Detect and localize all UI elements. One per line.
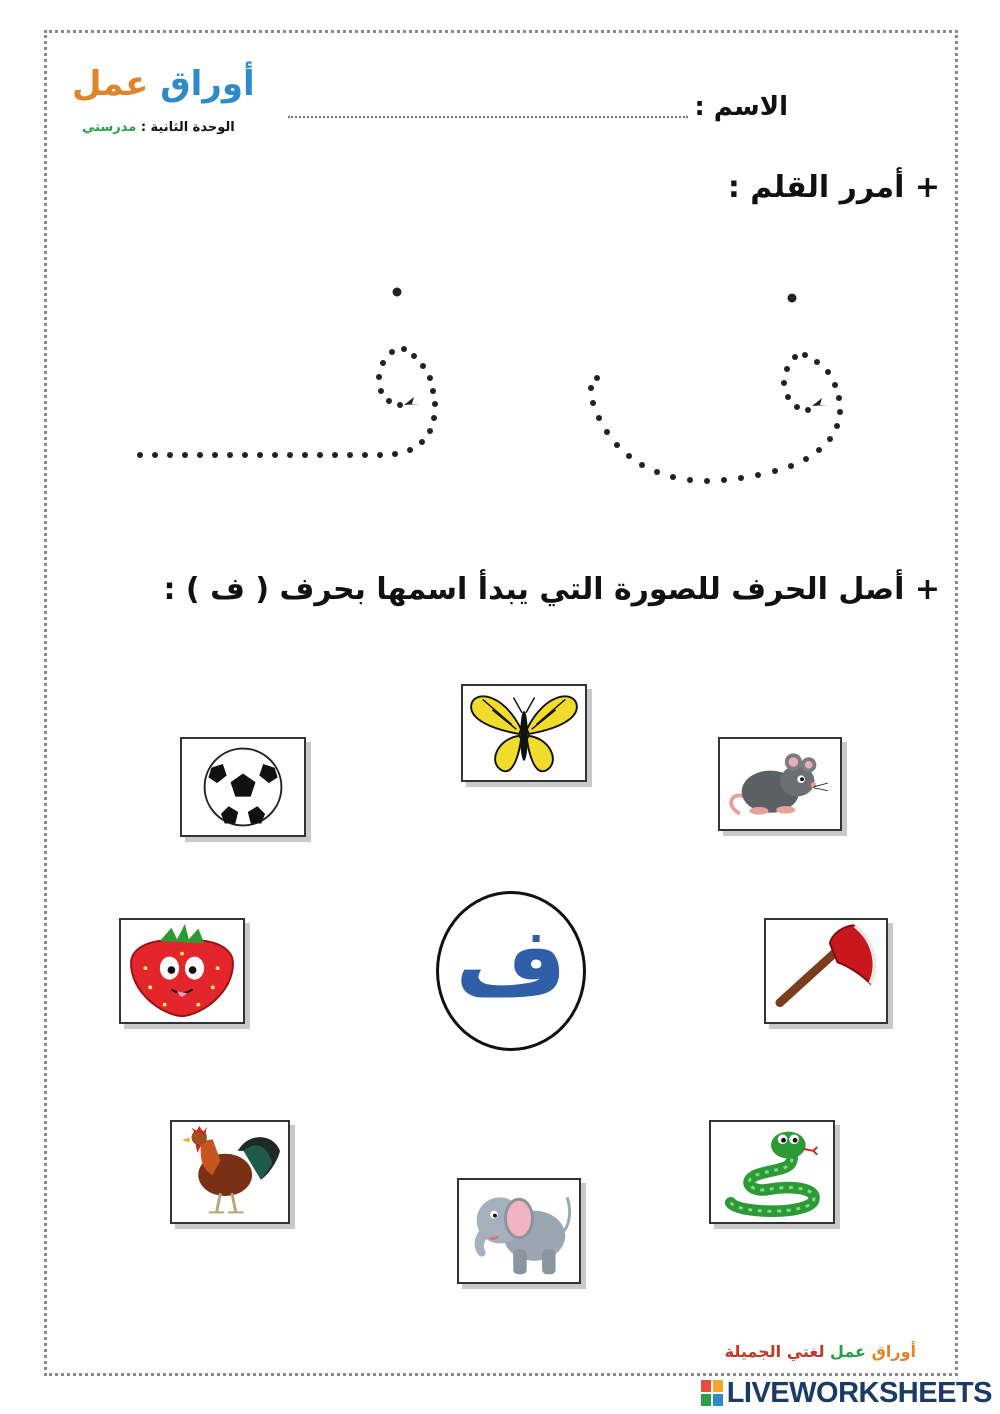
card-snake[interactable] (709, 1120, 835, 1224)
name-label: الاسم : (694, 92, 788, 122)
card-elephant[interactable] (457, 1178, 581, 1284)
snake-icon (711, 1122, 833, 1222)
rooster-icon (172, 1122, 288, 1222)
trace-dot-left-top (393, 288, 402, 297)
trace-left-letter (137, 346, 438, 458)
card-strawberry[interactable] (119, 918, 245, 1024)
butterfly-icon (463, 686, 585, 780)
liveworksheets-logo[interactable] (701, 1376, 992, 1410)
arrow-start-right-icon (812, 398, 828, 406)
card-ball[interactable] (180, 737, 306, 837)
unit-label: الوحدة الثانية : (140, 120, 235, 135)
liveworksheets-wordmark: LIVEWORKSHEETS (726, 1376, 992, 1409)
card-butterfly[interactable] (461, 684, 587, 782)
card-mouse[interactable] (718, 737, 842, 831)
liveworksheets-icon (701, 1380, 723, 1406)
trace-right-letter (588, 352, 843, 484)
center-letter-circle[interactable] (436, 891, 586, 1051)
footer-brand-part-1: أوراق (871, 1342, 916, 1361)
footer-brand (725, 1342, 916, 1361)
trace-instruction: + أمرر القلم : (727, 170, 940, 205)
letter-tracing-area[interactable] (0, 0, 1000, 560)
axe-icon (766, 920, 886, 1022)
logo-word-1: أوراق (160, 64, 255, 104)
card-rooster[interactable] (170, 1120, 290, 1224)
center-letter: ف (455, 906, 567, 1018)
arrow-start-left-icon (404, 397, 420, 405)
match-instruction: + أصل الحرف للصورة التي يبدأ اسمها بحرف ( ف ) : (163, 572, 940, 607)
footer-brand-part-3: لغتي الجميلة (724, 1342, 825, 1361)
unit-value: مدرستي (82, 120, 137, 135)
mouse-icon (720, 739, 840, 829)
soccer-ball-icon (182, 739, 304, 835)
card-axe[interactable] (764, 918, 888, 1024)
strawberry-icon (121, 920, 243, 1022)
logo-word-2: عمل (72, 64, 149, 104)
elephant-icon (459, 1180, 579, 1282)
footer-brand-part-2: عمل (830, 1342, 866, 1361)
trace-dot-right-top (788, 294, 797, 303)
